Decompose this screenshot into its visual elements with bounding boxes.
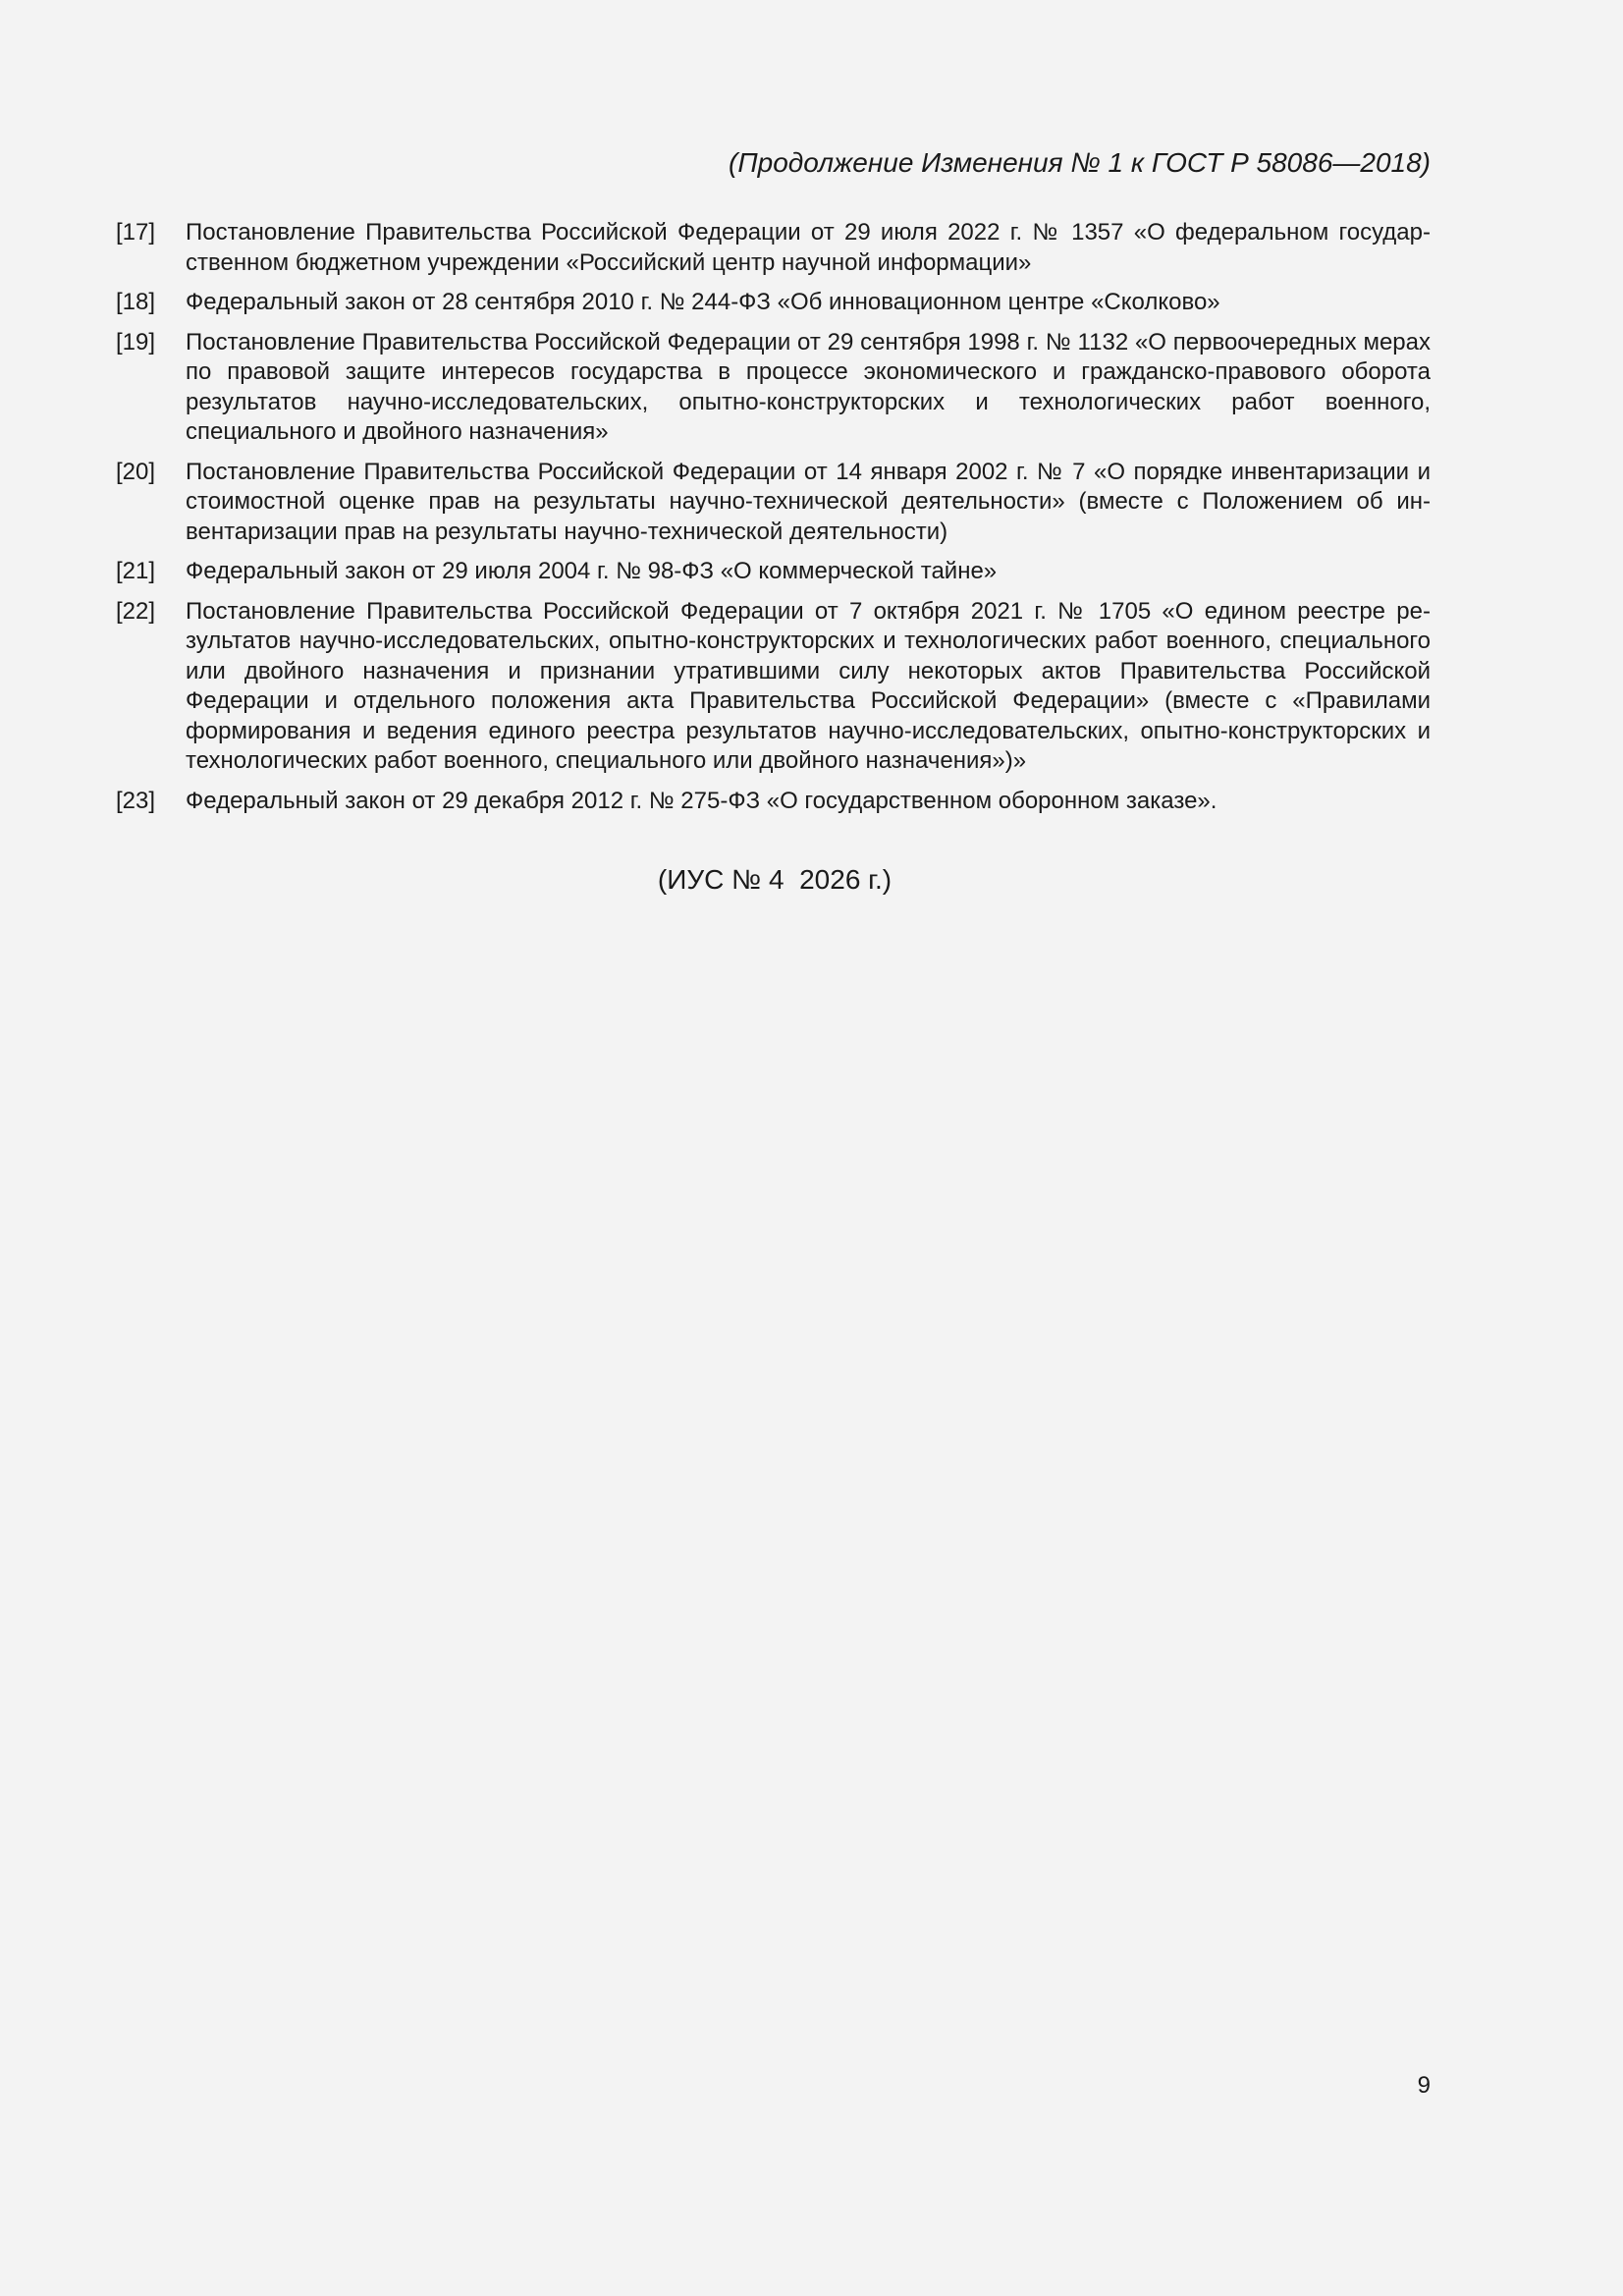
reference-item-20 (116, 458, 1431, 548)
reference-text: Федеральный закон от 29 декабря 2012 г. № 275-ФЗ «О государственном оборонном заказе». (186, 787, 1217, 814)
reference-number: [20] (116, 458, 156, 485)
references-list (116, 218, 1431, 826)
running-header: (Продолжение Изменения № 1 к ГОСТ Р 58086—2018) (729, 147, 1431, 178)
page-number: 9 (1417, 2072, 1431, 2099)
reference-text: Федеральный закон от 29 июля 2004 г. № 98-ФЗ «О коммерческой тайне» (186, 558, 998, 584)
reference-text: Постановление Правительства Российской Федерации от 7 октября 2021 г. № 1705 «О едином реестре результатов научно-исследовательских, опытно-конструкторских и технологических работ военного, специального или двойного назначения и признании утратившими силу некоторых актов Правительства Российской Федерации и отдельного положения акта Правительства Российской Федерации» (вместе с «Правилами формирования и ведения единого реестра результатов научно-исследовательских, опытно-конструкторских и технологических работ военного, специального или двойного назначения»)» (186, 597, 1431, 774)
reference-number: [21] (116, 558, 156, 584)
reference-number: [17] (116, 219, 156, 246)
reference-item-21 (116, 557, 1431, 587)
reference-item-17 (116, 218, 1431, 278)
reference-number: [18] (116, 289, 156, 315)
reference-item-19 (116, 328, 1431, 448)
reference-number: [22] (116, 597, 156, 625)
ius-note: (ИУС № 4 2026 г.) (657, 864, 893, 895)
reference-item-22 (116, 597, 1431, 777)
reference-text: Постановление Правительства Российской Федерации от 29 сентября 1998 г. № 1132 «О первоочередных мерах по правовой защите интересов государства в процессе экономического и гражданско-правового оборота результатов научно-исследовательских, опытно-конструкторских и технологических работ военного, специального и двойного назначения» (186, 328, 1431, 445)
reference-text: Постановление Правительства Российской Федерации от 14 января 2002 г. № 7 «О порядке инвентаризации и стоимостной оценке прав на результаты научно-технической деятельности» (вместе с Положением об инвентаризации прав на результаты научно-технической деятельности) (186, 458, 1431, 545)
reference-item-23 (116, 787, 1431, 817)
reference-item-18 (116, 288, 1431, 318)
reference-text: Федеральный закон от 28 сентября 2010 г. № 244-ФЗ «Об инновационном центре «Сколково» (186, 289, 1220, 315)
reference-text: Постановление Правительства Российской Федерации от 29 июля 2022 г. № 1357 «О федеральном государственном бюджетном учреждении «Российский центр научной информации» (186, 219, 1431, 276)
reference-number: [23] (116, 787, 156, 814)
reference-number: [19] (116, 328, 156, 355)
